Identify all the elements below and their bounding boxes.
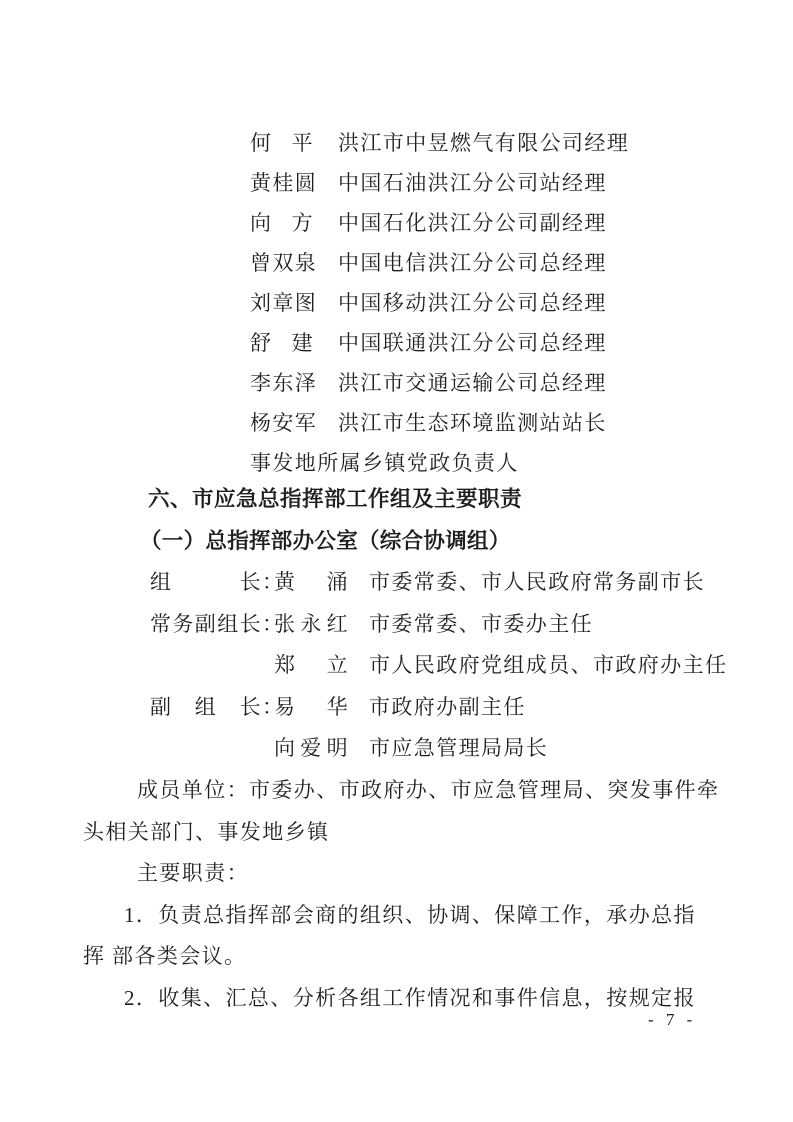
- appointee-title: 中国石油洪江分公司站经理: [338, 171, 607, 195]
- appointee-name: 黄桂圆: [250, 171, 318, 195]
- appointee-name: 何平: [250, 131, 314, 155]
- appointee-name: 杨安军: [250, 411, 318, 435]
- roster-row: [83, 728, 743, 770]
- appointee-name: 舒建: [250, 331, 314, 355]
- appointee-row: [250, 163, 629, 203]
- appointee-list: [250, 123, 629, 483]
- appointee-title: 洪江市交通运输公司总经理: [338, 371, 607, 395]
- roster-person-title: 市委常委、市委办主任: [369, 611, 593, 636]
- roster-person-title: 市应急管理局局长: [369, 736, 549, 761]
- roster-role-label: 组 长：: [150, 570, 285, 594]
- section-headings: [83, 478, 743, 562]
- roster-row: [83, 645, 743, 687]
- appointee-name: 曾双泉: [250, 251, 318, 275]
- roster-person-name: 易华: [274, 694, 349, 719]
- roster-row: [83, 562, 743, 604]
- member-units-line1: 成员单位：市委办、市政府办、市应急管理局、突发事件牵: [137, 777, 720, 802]
- roster-row: [83, 687, 743, 729]
- appointee-row: [250, 123, 629, 163]
- appointee-title: 中国联通洪江分公司总经理: [338, 331, 607, 355]
- section-heading: 六、市应急总指挥部工作组及主要职责: [148, 487, 523, 511]
- appointee-title: 洪江市生态环境监测站站长: [338, 411, 607, 435]
- member-units-line2: 头相关部门、事发地乡镇: [83, 819, 330, 844]
- roster-role-label: 常务副组长：: [150, 611, 285, 636]
- roster-person-name: 张永红: [274, 611, 349, 636]
- duty-item1-line2: 挥 部各类会议。: [83, 944, 247, 969]
- appointee-row: [250, 203, 629, 243]
- roster-row: [83, 604, 743, 646]
- appointee-row: [250, 323, 629, 363]
- roster-person-name: 黄涌: [274, 570, 349, 594]
- appointee-row: [250, 283, 629, 323]
- roster-person-name: 郑立: [274, 653, 349, 678]
- roster-role-label: 副 组 长：: [150, 694, 285, 719]
- appointee-name: 刘章图: [250, 291, 318, 315]
- roster-person-title: 市人民政府党组成员、市政府办主任: [369, 653, 728, 678]
- appointee-row: [250, 403, 629, 443]
- roster-person-title: 市政府办副主任: [369, 694, 526, 719]
- duty-item2-line1: 2．收集、汇总、分析各组工作情况和事件信息，按规定报: [124, 985, 696, 1010]
- section-body: [83, 562, 743, 1020]
- appointee-note: 事发地所属乡镇党政负责人: [250, 451, 519, 475]
- appointee-title: 中国电信洪江分公司总经理: [338, 251, 607, 275]
- page-number: - 7 -: [648, 1010, 697, 1029]
- appointee-row: [250, 243, 629, 283]
- appointee-row: [250, 363, 629, 403]
- duty-item1-line1: 1．负责总指挥部会商的组织、协调、保障工作，承办总指: [124, 902, 696, 927]
- appointee-title: 中国移动洪江分公司总经理: [338, 291, 607, 315]
- appointee-name: 向方: [250, 211, 314, 235]
- appointee-name: 李东泽: [250, 371, 318, 395]
- duties-heading: 主要职责：: [137, 861, 249, 886]
- appointee-title: 中国石化洪江分公司副经理: [338, 211, 607, 235]
- roster-person-name: 向爱明: [274, 736, 349, 761]
- roster-person-title: 市委常委、市人民政府常务副市长: [369, 570, 705, 594]
- subsection-heading: （一）总指挥部办公室（综合协调组）: [140, 529, 511, 553]
- appointee-title: 洪江市中昱燃气有限公司经理: [338, 131, 630, 155]
